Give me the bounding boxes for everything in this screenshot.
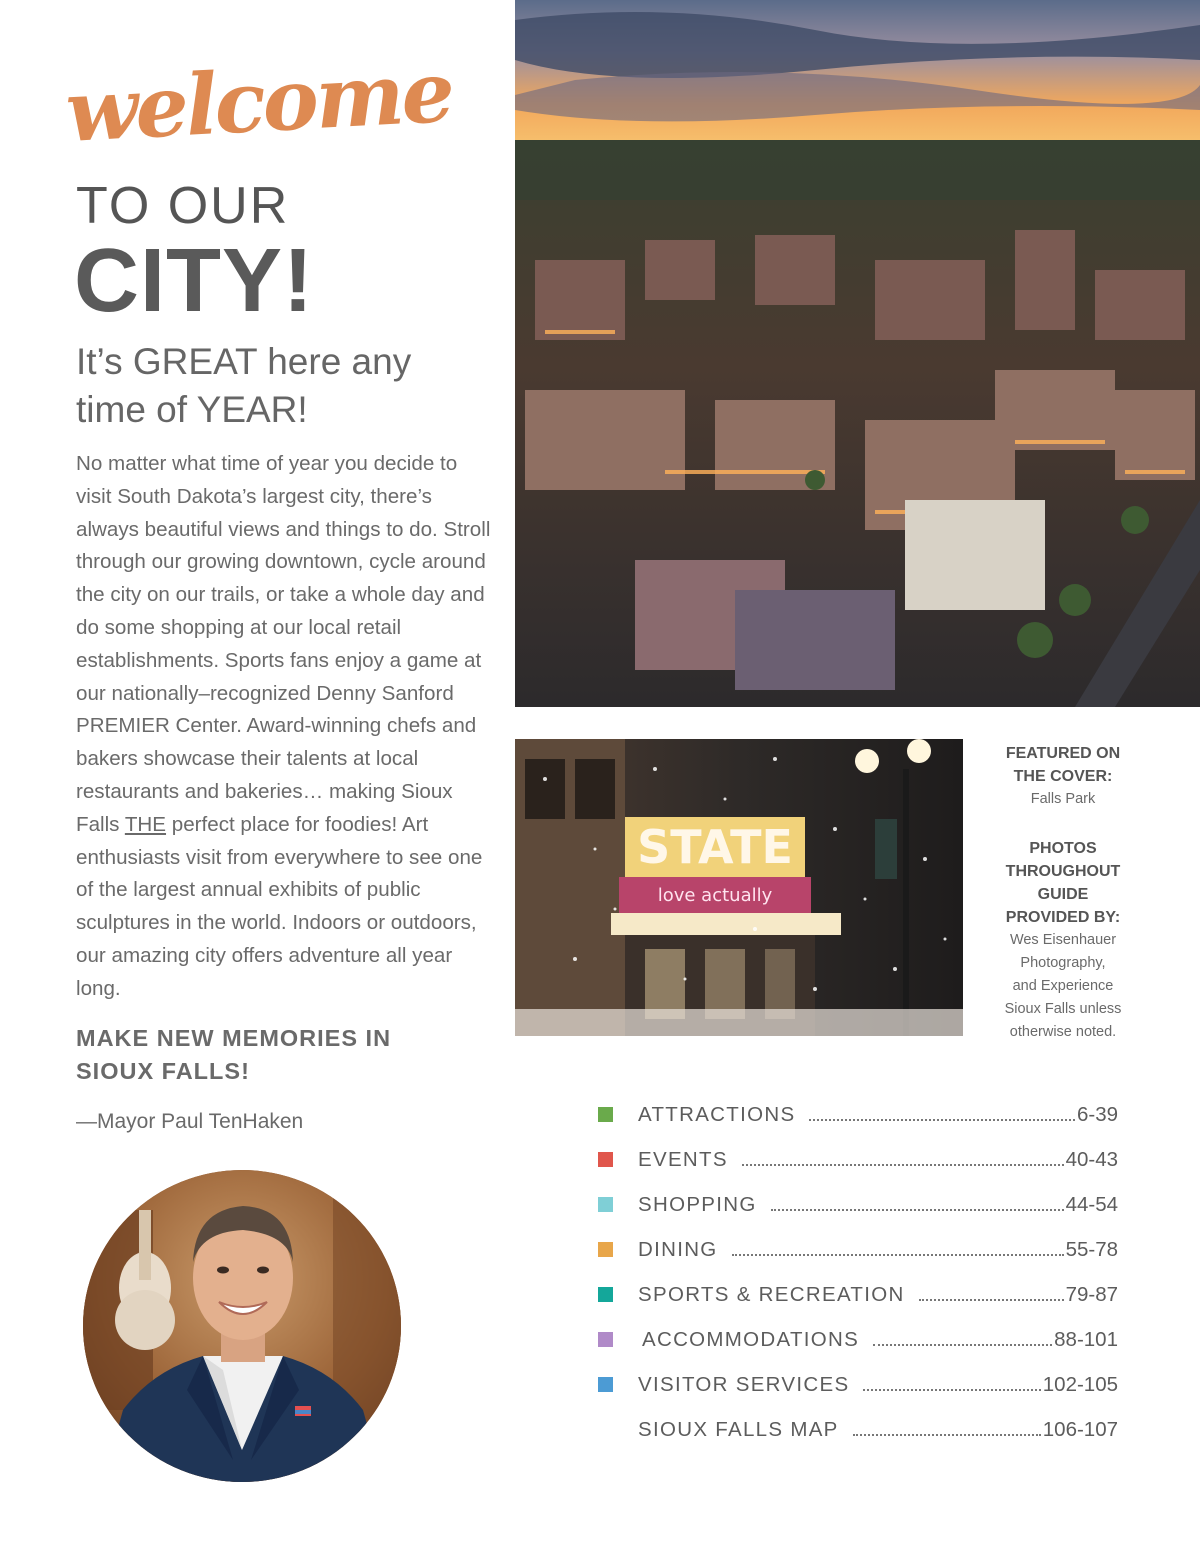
toc-color-square bbox=[598, 1107, 613, 1122]
toc-item-dining[interactable] bbox=[598, 1227, 1118, 1272]
toc-item-sioux-falls-map[interactable] bbox=[598, 1407, 1118, 1452]
toc-leader-dots bbox=[873, 1344, 1052, 1346]
photos-heading-3: GUIDE bbox=[1037, 886, 1089, 903]
marquee-banner-text: love actually bbox=[657, 885, 773, 906]
toc-color-square bbox=[598, 1152, 613, 1167]
toc-label: SHOPPING bbox=[638, 1192, 757, 1216]
heading-to-our: TO OUR bbox=[76, 177, 290, 235]
toc-item-accommodations[interactable] bbox=[598, 1317, 1118, 1362]
toc-item-events[interactable] bbox=[598, 1137, 1118, 1182]
toc-color-square bbox=[598, 1287, 613, 1302]
toc-label: VISITOR SERVICES bbox=[638, 1372, 850, 1396]
state-theatre-illustration bbox=[515, 739, 963, 1036]
toc-leader-dots bbox=[809, 1119, 1075, 1121]
toc-page-range: 40-43 bbox=[1065, 1147, 1118, 1171]
tagline-line-2: time of YEAR! bbox=[76, 389, 308, 430]
photos-heading-2: THROUGHOUT bbox=[1005, 863, 1121, 880]
toc-leader-dots bbox=[853, 1434, 1041, 1436]
toc-color-square bbox=[598, 1242, 613, 1257]
toc-item-attractions[interactable] bbox=[598, 1092, 1118, 1137]
toc-page-range: 6-39 bbox=[1076, 1102, 1118, 1126]
toc-label: DINING bbox=[638, 1237, 718, 1261]
toc-item-sports-recreation[interactable] bbox=[598, 1272, 1118, 1317]
toc-leader-dots bbox=[771, 1209, 1064, 1211]
toc-label: SIOUX FALLS MAP bbox=[638, 1417, 839, 1441]
photos-heading-4: PROVIDED BY: bbox=[1005, 909, 1121, 926]
state-theatre-photo bbox=[515, 739, 963, 1036]
body-part-1: No matter what time of year you decide to visit South Dakota’s largest city, there’s always beautiful views and things to do. Stroll through our growing downtown, cycle around the city on our trails, or take a whole day and do some shopping at our local retail establishments. Sports fans enjoy a game at our nationally–recognized Denny Sanford PREMIER Center. Award-winning chefs and bakers showcase their talents at local restaurants and bakeries… making Sioux Falls bbox=[76, 452, 491, 836]
photos-credit-3: and Experience bbox=[1012, 978, 1114, 994]
mayor-portrait bbox=[83, 1170, 401, 1482]
toc-item-shopping[interactable] bbox=[598, 1182, 1118, 1227]
photos-credit-1: Wes Eisenhauer bbox=[1009, 932, 1117, 948]
memories-callout: MAKE NEW MEMORIES IN SIOUX FALLS! bbox=[76, 1025, 392, 1084]
toc-leader-dots bbox=[732, 1254, 1064, 1256]
photos-heading-1: PHOTOS bbox=[1029, 840, 1097, 857]
toc-label: ATTRACTIONS bbox=[638, 1102, 796, 1126]
toc-color-square bbox=[598, 1332, 613, 1347]
cover-heading-2: THE COVER: bbox=[1013, 768, 1113, 785]
tagline bbox=[76, 338, 506, 434]
mayor-signature: —Mayor Paul TenHaken bbox=[76, 1110, 304, 1133]
toc-item-visitor-services[interactable] bbox=[598, 1362, 1118, 1407]
cover-location: Falls Park bbox=[1030, 791, 1096, 807]
aerial-city-illustration bbox=[515, 0, 1200, 707]
toc-color-square bbox=[598, 1422, 613, 1437]
photos-credit-2: Photography, bbox=[1020, 955, 1106, 971]
photos-credit-5: otherwise noted. bbox=[1009, 1024, 1117, 1040]
toc-color-square bbox=[598, 1377, 613, 1392]
cover-heading-1: FEATURED ON bbox=[1005, 745, 1121, 762]
toc-leader-dots bbox=[742, 1164, 1064, 1166]
toc-page-range: 106-107 bbox=[1042, 1417, 1118, 1441]
table-of-contents bbox=[598, 1092, 1118, 1452]
state-marquee-text: STATE bbox=[637, 820, 793, 874]
heading-city: CITY! bbox=[74, 231, 314, 331]
toc-page-range: 79-87 bbox=[1065, 1282, 1118, 1306]
photos-credit-4: Sioux Falls unless bbox=[1004, 1001, 1122, 1017]
welcome-script-heading: welcome bbox=[63, 41, 455, 161]
toc-leader-dots bbox=[863, 1389, 1040, 1391]
toc-page-range: 102-105 bbox=[1042, 1372, 1118, 1396]
toc-color-square bbox=[598, 1197, 613, 1212]
toc-page-range: 44-54 bbox=[1065, 1192, 1118, 1216]
mayor-portrait-illustration bbox=[83, 1170, 401, 1482]
toc-page-range: 88-101 bbox=[1054, 1327, 1118, 1351]
welcome-body-text bbox=[76, 448, 496, 1006]
photo-credits bbox=[990, 742, 1136, 1044]
toc-label: EVENTS bbox=[638, 1147, 728, 1171]
toc-label: ACCOMMODATIONS bbox=[642, 1327, 860, 1351]
body-emphasis: THE bbox=[124, 812, 167, 836]
toc-page-range: 55-78 bbox=[1065, 1237, 1118, 1261]
toc-label: SPORTS & RECREATION bbox=[638, 1282, 905, 1306]
toc-leader-dots bbox=[919, 1299, 1064, 1301]
body-part-2: perfect place for foodies! Art enthusiasts visit from everywhere to see one of the largest annual exhibits of public sculptures in the world. Indoors or outdoors, our amazing city offers adventure all year long. bbox=[76, 812, 483, 1000]
aerial-city-photo bbox=[515, 0, 1200, 707]
tagline-line-1: It’s GREAT here any bbox=[76, 341, 412, 382]
